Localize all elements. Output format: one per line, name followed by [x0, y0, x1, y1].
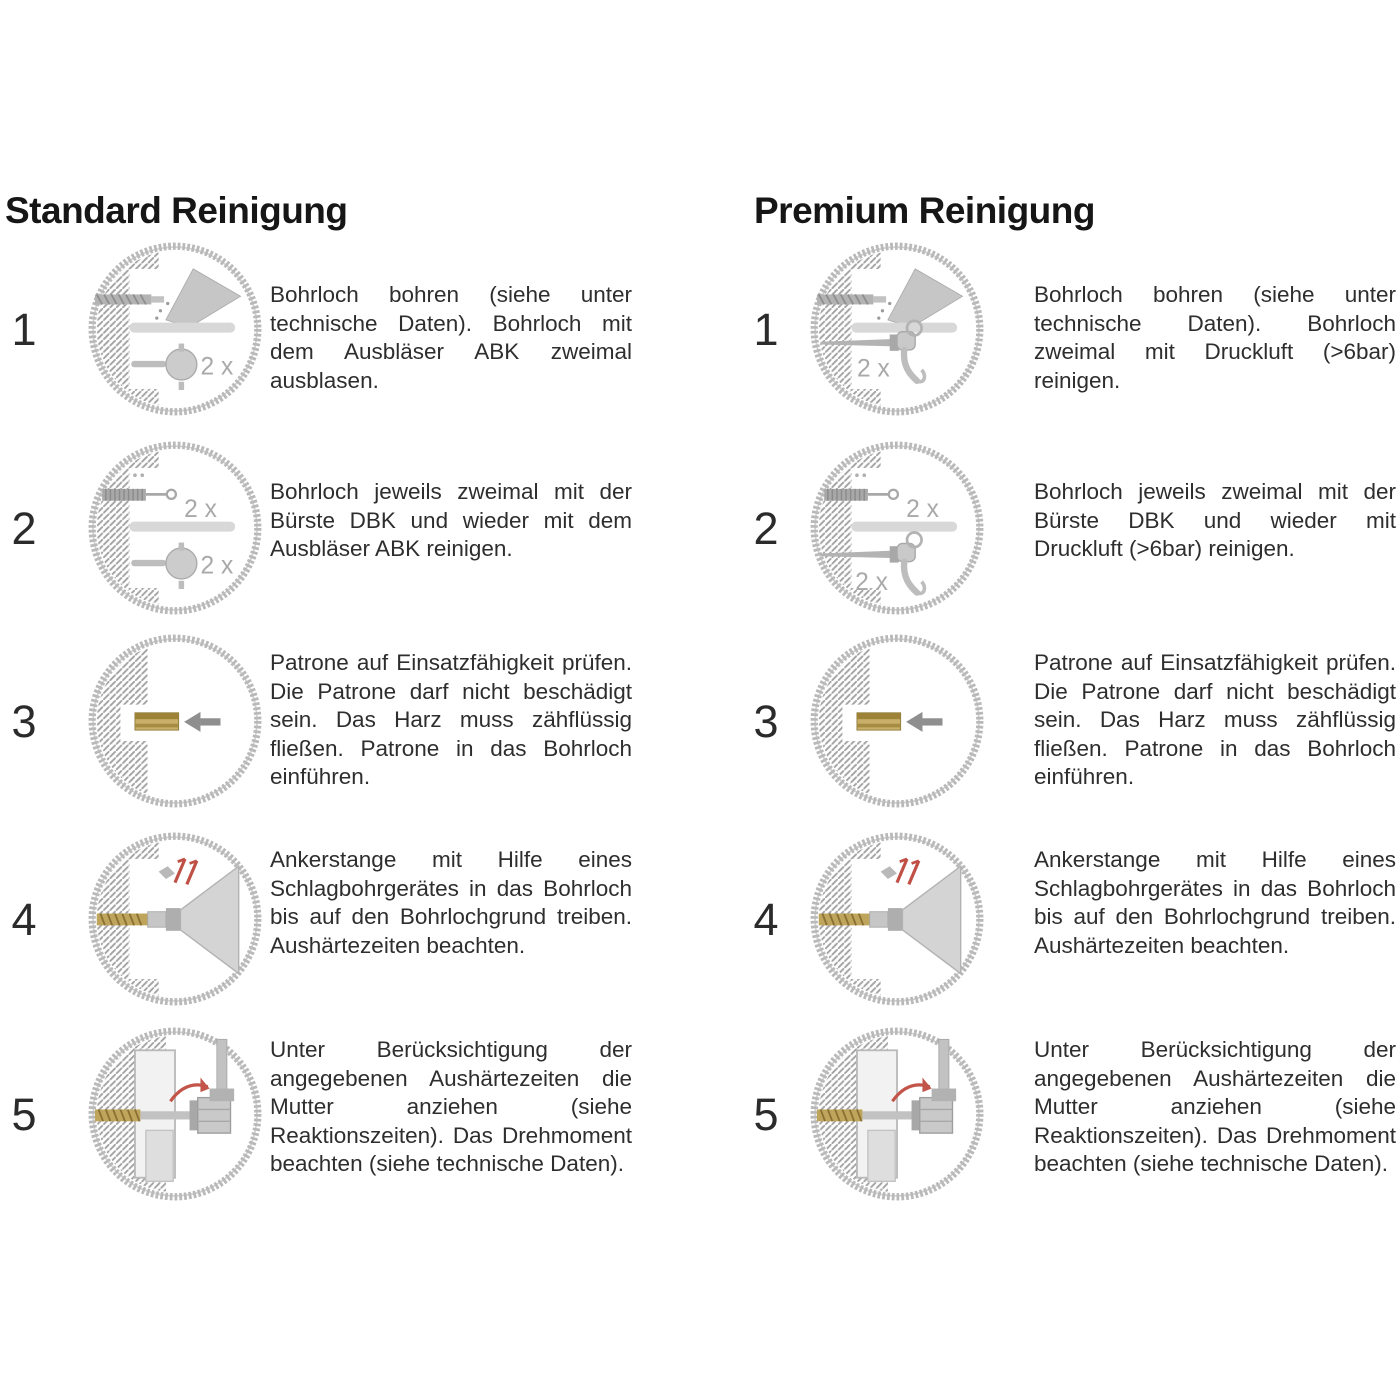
premium-step-5-number: 5: [753, 1089, 779, 1140]
brush-and-air-gun-illustration: [806, 437, 988, 619]
repeat-count-label: 2 x: [856, 355, 890, 383]
cartridge-insert-illustration: [806, 630, 988, 812]
brush-and-blowout-pump-illustration: [84, 437, 266, 619]
standard-step-1-number: 1: [11, 304, 37, 355]
drill-hole-and-blowout-pump-illustration: [84, 238, 266, 420]
repeat-count-label: 2 x: [200, 353, 234, 381]
premium-step-3-text: Patrone auf Einsatzfähigkeit prüfen. Die Patrone darf nicht beschädigt sein. Das Harz muss zähflüssig fließen. Patrone in das Bohrloch einführen.: [1034, 650, 1396, 790]
premium-step-4-number: 4: [753, 894, 779, 945]
standard-step-2-text: Bohrloch jeweils zweimal mit der Bürste DBK und wieder mit dem Ausbläser ABK reinigen.: [270, 479, 632, 562]
standard-step-5-number: 5: [11, 1089, 37, 1140]
drill-hole-and-air-gun-illustration: [806, 238, 988, 420]
standard-step-1-text: Bohrloch bohren (siehe unter technische Daten). Bohrloch mit dem Ausbläser ABK zweimal ausblasen.: [270, 282, 632, 393]
premium-step-4-text: Ankerstange mit Hilfe eines Schlagbohrgerätes in das Bohrloch bis auf den Bohrlochgrund treiben. Aushärtezeiten beachten.: [1034, 847, 1396, 958]
standard-step-4-number: 4: [11, 894, 37, 945]
premium-column-title: Premium Reinigung: [754, 190, 1095, 231]
premium-step-5-text: Unter Berücksichtigung der angegebenen Aushärtezeiten die Mutter anziehen (siehe Reaktionszeiten). Das Drehmoment beachten (siehe technische Daten).: [1034, 1037, 1396, 1177]
anchor-rod-hammer-drill-illustration: [806, 828, 988, 1010]
premium-step-2-text: Bohrloch jeweils zweimal mit der Bürste DBK und wieder mit Druckluft (>6bar) reinigen.: [1034, 479, 1396, 562]
standard-column-title: Standard Reinigung: [5, 190, 348, 231]
standard-step-2-number: 2: [11, 503, 37, 554]
standard-step-3-text: Patrone auf Einsatzfähigkeit prüfen. Die Patrone darf nicht beschädigt sein. Das Harz muss zähflüssig fließen. Patrone in das Bohrloch einführen.: [270, 650, 632, 790]
premium-step-1-text: Bohrloch bohren (siehe unter technische Daten). Bohrloch zweimal mit Druckluft (>6bar) reinigen.: [1034, 282, 1396, 393]
standard-step-3-number: 3: [11, 696, 37, 747]
premium-step-3-number: 3: [753, 696, 779, 747]
standard-step-4-text: Ankerstange mit Hilfe eines Schlagbohrgerätes in das Bohrloch bis auf den Bohrlochgrund treiben. Aushärtezeiten beachten.: [270, 847, 632, 958]
premium-step-2-number: 2: [753, 503, 779, 554]
standard-step-5-text: Unter Berücksichtigung der angegebenen Aushärtezeiten die Mutter anziehen (siehe Reaktionszeiten). Das Drehmoment beachten (siehe technische Daten).: [270, 1037, 632, 1177]
repeat-count-label: 2 x: [855, 568, 888, 596]
cartridge-insert-illustration: [84, 630, 266, 812]
tighten-nut-torque-wrench-illustration: [806, 1023, 988, 1205]
repeat-count-label: 2 x: [200, 552, 234, 580]
premium-step-1-number: 1: [753, 304, 779, 355]
repeat-count-label: 2 x: [906, 496, 939, 524]
anchor-rod-hammer-drill-illustration: [84, 828, 266, 1010]
repeat-count-label: 2 x: [184, 496, 217, 524]
tighten-nut-torque-wrench-illustration: [84, 1023, 266, 1205]
